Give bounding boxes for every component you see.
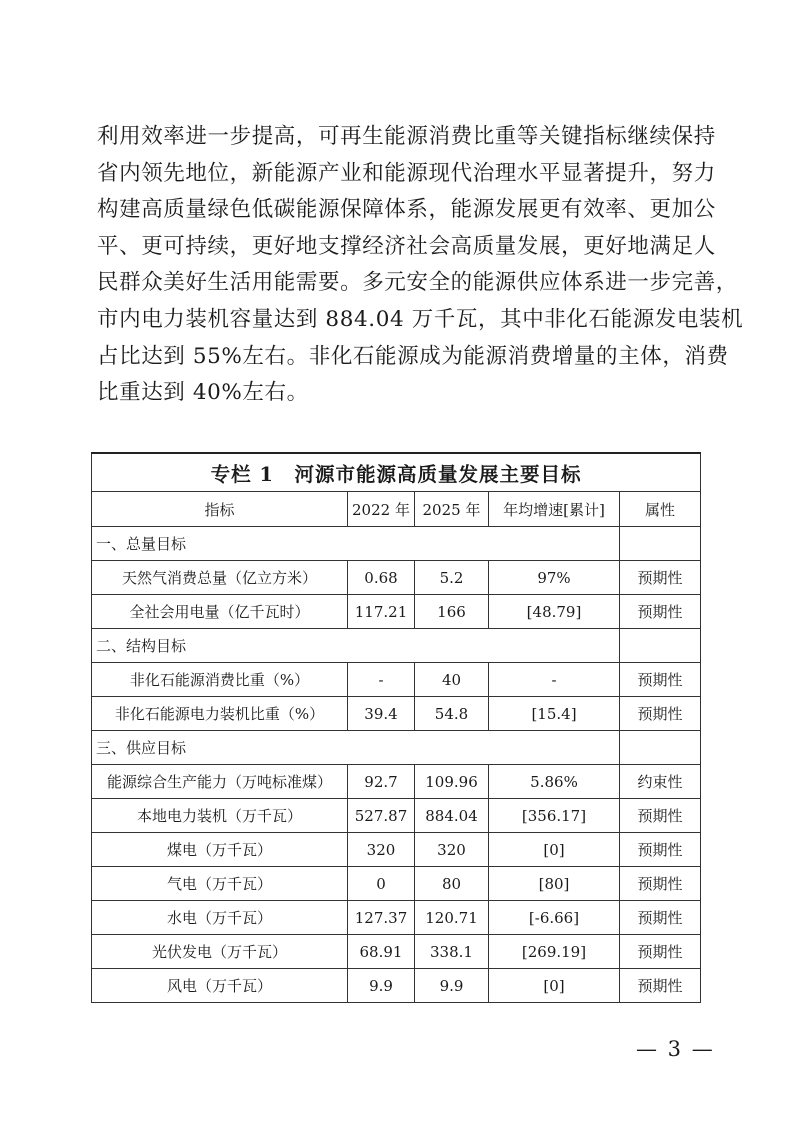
table-row [92,969,701,1003]
paragraph-line: 平、更可持续，更好地支撑经济社会高质量发展，更好地满足人 [97,233,716,259]
paragraph-line: 市内电力装机容量达到 884.04 万千瓦，其中非化石能源发电装机 [97,306,744,332]
attribute-cell: 预期性 [620,799,701,833]
growth-cell: 97% [489,561,620,595]
header-indicator: 指标 [92,492,348,527]
table-row [92,799,701,833]
body-paragraph [97,119,744,412]
value-2022-cell: 0 [348,867,415,901]
growth-cell: [15.4] [489,697,620,731]
section-row [92,629,701,663]
indicator-cell: 光伏发电（万千瓦） [92,935,348,969]
indicator-cell: 气电（万千瓦） [92,867,348,901]
paragraph-line: 占比达到 55%左右。非化石能源成为能源消费增量的主体，消费 [97,343,729,369]
header-2022: 2022 年 [348,492,415,527]
value-2022-cell: 92.7 [348,765,415,799]
indicator-cell: 非化石能源消费比重（%） [92,663,348,697]
value-2022-cell: - [348,663,415,697]
value-2022-cell: 527.87 [348,799,415,833]
growth-cell: [48.79] [489,595,620,629]
value-2025-cell: 338.1 [415,935,489,969]
value-2025-cell: 109.96 [415,765,489,799]
value-2025-cell: 40 [415,663,489,697]
attribute-cell: 预期性 [620,935,701,969]
header-attribute: 属性 [620,492,701,527]
value-2025-cell: 166 [415,595,489,629]
table-row [92,663,701,697]
table-row [92,595,701,629]
table-row [92,697,701,731]
value-2022-cell: 39.4 [348,697,415,731]
attribute-cell: 预期性 [620,969,701,1003]
growth-cell: 5.86% [489,765,620,799]
attribute-cell: 预期性 [620,697,701,731]
header-2025: 2025 年 [415,492,489,527]
paragraph-line: 构建高质量绿色低碳能源保障体系，能源发展更有效率、更加公 [97,197,716,223]
growth-cell: [0] [489,833,620,867]
growth-cell: [269.19] [489,935,620,969]
value-2022-cell: 9.9 [348,969,415,1003]
indicator-cell: 非化石能源电力装机比重（%） [92,697,348,731]
growth-cell: [0] [489,969,620,1003]
paragraph-line: 比重达到 40%左右。 [97,380,309,406]
section-title: 一、总量目标 [92,527,620,561]
indicator-cell: 天然气消费总量（亿立方米） [92,561,348,595]
attribute-cell: 预期性 [620,561,701,595]
section-empty-cell [620,527,701,561]
value-2025-cell: 884.04 [415,799,489,833]
growth-cell: - [489,663,620,697]
paragraph-line: 省内领先地位，新能源产业和能源现代治理水平显著提升，努力 [97,160,716,186]
growth-cell: [-6.66] [489,901,620,935]
attribute-cell: 约束性 [620,765,701,799]
indicator-cell: 能源综合生产能力（万吨标准煤） [92,765,348,799]
growth-cell: [80] [489,867,620,901]
section-title: 二、结构目标 [92,629,620,663]
table-header-row [92,492,701,527]
value-2022-cell: 68.91 [348,935,415,969]
indicator-cell: 水电（万千瓦） [92,901,348,935]
table-row [92,561,701,595]
table-caption-row [92,453,701,492]
section-row [92,731,701,765]
table-row [92,833,701,867]
table-row [92,867,701,901]
indicator-cell: 煤电（万千瓦） [92,833,348,867]
energy-targets-table [91,452,701,1003]
value-2022-cell: 117.21 [348,595,415,629]
attribute-cell: 预期性 [620,663,701,697]
indicator-cell: 全社会用电量（亿千瓦时） [92,595,348,629]
value-2025-cell: 120.71 [415,901,489,935]
page-number: — 3 — [636,1037,715,1061]
indicator-cell: 风电（万千瓦） [92,969,348,1003]
value-2025-cell: 5.2 [415,561,489,595]
table-row [92,935,701,969]
growth-cell: [356.17] [489,799,620,833]
section-title: 三、供应目标 [92,731,620,765]
value-2025-cell: 9.9 [415,969,489,1003]
paragraph-line: 民群众美好生活用能需要。多元安全的能源供应体系进一步完善， [97,270,738,296]
attribute-cell: 预期性 [620,833,701,867]
section-empty-cell [620,629,701,663]
indicator-cell: 本地电力装机（万千瓦） [92,799,348,833]
attribute-cell: 预期性 [620,595,701,629]
value-2025-cell: 54.8 [415,697,489,731]
value-2022-cell: 127.37 [348,901,415,935]
value-2022-cell: 320 [348,833,415,867]
paragraph-line: 利用效率进一步提高，可再生能源消费比重等关键指标继续保持 [97,124,716,149]
header-growth: 年均增速[累计] [489,492,620,527]
value-2025-cell: 80 [415,867,489,901]
table-row [92,765,701,799]
attribute-cell: 预期性 [620,867,701,901]
section-empty-cell [620,731,701,765]
table-row [92,901,701,935]
table-caption: 专栏 1 河源市能源高质量发展主要目标 [92,453,701,492]
value-2025-cell: 320 [415,833,489,867]
attribute-cell: 预期性 [620,901,701,935]
section-row [92,527,701,561]
value-2022-cell: 0.68 [348,561,415,595]
